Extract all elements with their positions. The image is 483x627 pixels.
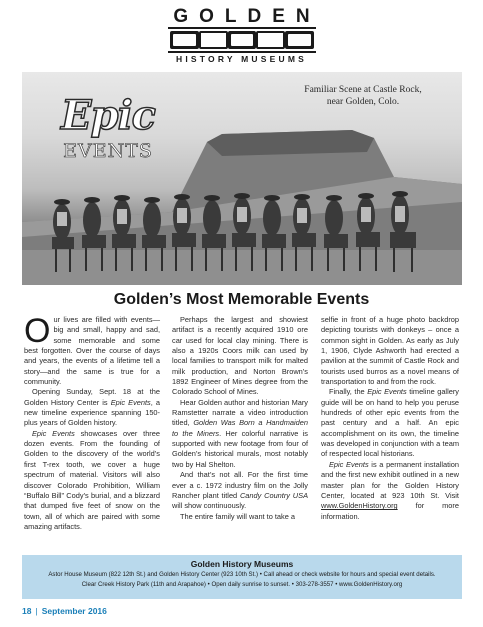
paragraph <box>321 315 459 387</box>
paragraph-text: Finally, the <box>329 387 368 397</box>
castle-rock-photo <box>22 72 462 285</box>
paragraph <box>172 512 308 522</box>
paragraph-text: will show continuously. <box>172 501 247 511</box>
paragraph-text: Opening Sunday, Sept. 18 at the Golden History Center is <box>24 387 160 407</box>
paragraph <box>172 398 308 470</box>
masthead-rule-bottom <box>168 51 316 53</box>
paragraph-text: Perhaps the largest and showiest artifact is a recently acquired 1910 ore car used for local clay mining. There is also a 1920s Coors milk can used by local families to transport milk for malted milk production, and Norton Brown’s 1892 Engineer of Mines degree from the Colorado School of Mines. <box>172 315 308 397</box>
article-headline: Golden’s Most Memorable Events <box>113 291 370 308</box>
mining-car-icon <box>199 31 228 49</box>
article-column-3 <box>321 315 459 522</box>
paragraph-text: showcases over three dozen events. From the founding of Golden to the discovery of the world’s first T-rex tooth, we cover a huge spectrum of material. Visitors will also discover Colorado Prohibition, William “Buffalo Bill” Cody’s burial, and a blizzard that dumped five feet of snow on the town, all of which are paired with some amazing artifacts. <box>24 428 160 531</box>
masthead-title: GOLDEN <box>173 6 321 27</box>
paragraph-text: And that’s not all. For the first time ever a c. 1972 industry film on the Jolly Rancher plant titled <box>172 470 308 500</box>
photo-caption-line2: near Golden, Colo. <box>326 97 400 107</box>
paragraph-text: for more information. <box>321 501 459 521</box>
museum-info-box <box>22 555 462 599</box>
info-box-title: Golden History Museums <box>190 559 294 569</box>
paragraph-text: timeline gallery guide will be on hand to help you peruse hundreds of other epic events from the past century and a half. An epic accomplishment on its own, the timeline was developed in conjunction with a team of respected local historians. <box>321 387 459 459</box>
website-link[interactable]: www.GoldenHistory.org <box>321 501 398 511</box>
paragraph <box>172 470 308 511</box>
exhibit-title: Epic Events <box>110 397 151 407</box>
info-box-line-1: Astor House Museum (822 12th St.) and Golden History Center (923 10th St.) • Call ahead or check website for hours and special event details. <box>48 571 436 578</box>
masthead-rule-top <box>168 27 316 29</box>
page-number: 18 <box>22 606 32 616</box>
masthead-subtitle: HISTORY MUSEUMS <box>176 54 307 64</box>
paragraph-text: The entire family will want to take a <box>180 511 296 521</box>
building-icon <box>170 31 199 49</box>
drop-cap: O <box>24 312 51 350</box>
video-title: Golden Was Born a Handmaiden to the Miners <box>172 418 308 438</box>
paragraph <box>321 387 459 459</box>
film-title: Candy Country USA <box>239 490 309 500</box>
exhibit-title: Epic Events <box>329 459 369 469</box>
miner-icon <box>228 31 257 49</box>
info-box-line-2: Clear Creek History Park (11th and Arapahoe) • Open daily sunrise to sunset. • 303-278-3557 • www.GoldenHistory.org <box>81 580 403 588</box>
masthead-icon-strip <box>170 31 314 49</box>
paragraph <box>24 387 160 428</box>
footer-separator: | <box>35 606 38 616</box>
issue-date: September 2016 <box>41 606 107 616</box>
paragraph <box>172 315 308 398</box>
paragraph <box>24 312 160 387</box>
rooster-icon <box>285 31 314 49</box>
article-column-2 <box>172 315 308 522</box>
epic-events-logo <box>58 92 158 172</box>
photo-caption-line1: Familiar Scene at Castle Rock, <box>304 85 422 95</box>
paragraph <box>321 460 459 522</box>
page-footer <box>22 606 107 616</box>
exhibit-title: Epic Events <box>32 428 75 438</box>
paragraph-text: . Her colorful narrative is supported with new footage from four of Golden’s historical murals, most notably two by Hal Shelton. <box>172 428 308 469</box>
exhibit-title: Epic Events <box>367 387 407 397</box>
paragraph <box>24 429 160 532</box>
photo-caption <box>278 84 448 108</box>
masthead <box>0 0 483 70</box>
paragraph-text: selfie in front of a huge photo backdrop depicting tourists with donkeys – once a common sight in Golden. As early as July 1, 1906, Clyde Ashworth had erected a pavilion at the summit of Castle Rock and tourists used burros as a novel means of transportation to and from the rock. <box>321 315 459 387</box>
epic-logo-word: Epic <box>60 92 155 139</box>
house-icon <box>256 31 285 49</box>
paragraph-text: , a new timeline experience spanning 150-plus years of Golden history. <box>24 397 160 428</box>
paragraph-text: is a permanent installation and the first new exhibit outlined in a new master plan for the Golden History Center, located at 923 10th St. Visit <box>321 459 459 500</box>
paragraph-text: Hear Golden author and historian Mary Ramstetter narrate a video introduction titled, <box>172 397 308 428</box>
paragraph-text: ur lives are filled with events— big and small, happy and sad, some memorable and some best forgotten. Over the course of days and years, the events of a lifetime tell a story—and the same is true for a community. <box>24 315 160 387</box>
article-column-1 <box>24 312 160 532</box>
events-logo-word: EVENTS <box>63 140 153 162</box>
